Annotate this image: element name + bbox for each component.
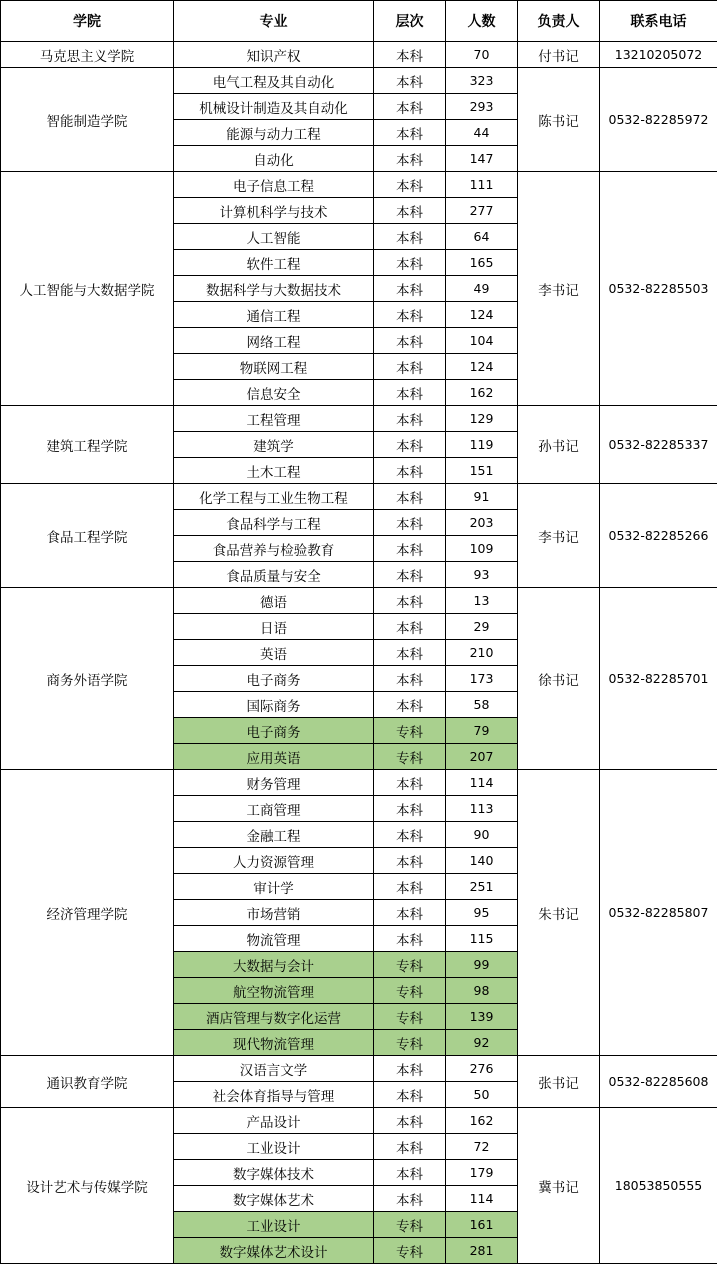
count-cell: 210 xyxy=(446,640,518,666)
count-cell: 276 xyxy=(446,1056,518,1082)
head-cell: 李书记 xyxy=(518,484,600,588)
count-cell: 162 xyxy=(446,380,518,406)
count-cell: 281 xyxy=(446,1238,518,1264)
major-cell: 化学工程与工业生物工程 xyxy=(174,484,374,510)
level-cell: 本科 xyxy=(374,900,446,926)
header-phone: 联系电话 xyxy=(600,1,717,42)
count-cell: 72 xyxy=(446,1134,518,1160)
college-name-cell: 经济管理学院 xyxy=(1,770,174,1056)
major-cell: 工程管理 xyxy=(174,406,374,432)
major-cell: 土木工程 xyxy=(174,458,374,484)
major-cell: 财务管理 xyxy=(174,770,374,796)
head-cell: 孙书记 xyxy=(518,406,600,484)
phone-cell: 0532-82285503 xyxy=(600,172,717,406)
major-cell: 汉语言文学 xyxy=(174,1056,374,1082)
major-cell: 电气工程及其自动化 xyxy=(174,68,374,94)
head-cell: 陈书记 xyxy=(518,68,600,172)
count-cell: 207 xyxy=(446,744,518,770)
major-cell: 国际商务 xyxy=(174,692,374,718)
count-cell: 124 xyxy=(446,302,518,328)
count-cell: 323 xyxy=(446,68,518,94)
count-cell: 165 xyxy=(446,250,518,276)
count-cell: 13 xyxy=(446,588,518,614)
college-name-cell: 人工智能与大数据学院 xyxy=(1,172,174,406)
level-cell: 本科 xyxy=(374,224,446,250)
count-cell: 115 xyxy=(446,926,518,952)
count-cell: 70 xyxy=(446,42,518,68)
phone-cell: 13210205072 xyxy=(600,42,717,68)
major-cell: 德语 xyxy=(174,588,374,614)
level-cell: 本科 xyxy=(374,666,446,692)
count-cell: 79 xyxy=(446,718,518,744)
major-cell: 工业设计 xyxy=(174,1134,374,1160)
level-cell: 本科 xyxy=(374,432,446,458)
count-cell: 151 xyxy=(446,458,518,484)
count-cell: 29 xyxy=(446,614,518,640)
major-cell: 审计学 xyxy=(174,874,374,900)
level-cell: 本科 xyxy=(374,1160,446,1186)
major-cell: 金融工程 xyxy=(174,822,374,848)
level-cell: 本科 xyxy=(374,770,446,796)
major-cell: 日语 xyxy=(174,614,374,640)
level-cell: 专科 xyxy=(374,1238,446,1264)
count-cell: 50 xyxy=(446,1082,518,1108)
major-cell: 建筑学 xyxy=(174,432,374,458)
phone-cell: 0532-82285266 xyxy=(600,484,717,588)
level-cell: 本科 xyxy=(374,484,446,510)
level-cell: 本科 xyxy=(374,510,446,536)
level-cell: 本科 xyxy=(374,406,446,432)
level-cell: 本科 xyxy=(374,302,446,328)
count-cell: 129 xyxy=(446,406,518,432)
count-cell: 58 xyxy=(446,692,518,718)
major-cell: 电子信息工程 xyxy=(174,172,374,198)
count-cell: 99 xyxy=(446,952,518,978)
college-name-cell: 商务外语学院 xyxy=(1,588,174,770)
major-cell: 数字媒体技术 xyxy=(174,1160,374,1186)
major-cell: 信息安全 xyxy=(174,380,374,406)
table-row xyxy=(1,1056,717,1082)
count-cell: 140 xyxy=(446,848,518,874)
phone-cell: 0532-82285701 xyxy=(600,588,717,770)
count-cell: 179 xyxy=(446,1160,518,1186)
table-row xyxy=(1,68,717,94)
level-cell: 本科 xyxy=(374,68,446,94)
major-cell: 市场营销 xyxy=(174,900,374,926)
header-major: 专业 xyxy=(174,1,374,42)
level-cell: 本科 xyxy=(374,380,446,406)
level-cell: 本科 xyxy=(374,640,446,666)
level-cell: 本科 xyxy=(374,1056,446,1082)
head-cell: 李书记 xyxy=(518,172,600,406)
level-cell: 本科 xyxy=(374,276,446,302)
phone-cell: 0532-82285807 xyxy=(600,770,717,1056)
table-row xyxy=(1,42,717,68)
head-cell: 付书记 xyxy=(518,42,600,68)
level-cell: 本科 xyxy=(374,562,446,588)
major-cell: 工商管理 xyxy=(174,796,374,822)
head-cell: 冀书记 xyxy=(518,1108,600,1264)
count-cell: 91 xyxy=(446,484,518,510)
level-cell: 本科 xyxy=(374,822,446,848)
major-cell: 计算机科学与技术 xyxy=(174,198,374,224)
table-row xyxy=(1,770,717,796)
level-cell: 本科 xyxy=(374,874,446,900)
major-cell: 数据科学与大数据技术 xyxy=(174,276,374,302)
level-cell: 本科 xyxy=(374,1186,446,1212)
phone-cell: 0532-82285972 xyxy=(600,68,717,172)
count-cell: 90 xyxy=(446,822,518,848)
count-cell: 119 xyxy=(446,432,518,458)
phone-cell: 18053850555 xyxy=(600,1108,717,1264)
major-cell: 电子商务 xyxy=(174,666,374,692)
level-cell: 本科 xyxy=(374,42,446,68)
phone-cell: 0532-82285337 xyxy=(600,406,717,484)
level-cell: 本科 xyxy=(374,146,446,172)
count-cell: 203 xyxy=(446,510,518,536)
level-cell: 本科 xyxy=(374,614,446,640)
level-cell: 本科 xyxy=(374,94,446,120)
count-cell: 109 xyxy=(446,536,518,562)
table-row xyxy=(1,588,717,614)
major-cell: 人力资源管理 xyxy=(174,848,374,874)
table-row xyxy=(1,484,717,510)
count-cell: 49 xyxy=(446,276,518,302)
level-cell: 专科 xyxy=(374,718,446,744)
count-cell: 139 xyxy=(446,1004,518,1030)
level-cell: 本科 xyxy=(374,536,446,562)
major-cell: 英语 xyxy=(174,640,374,666)
level-cell: 专科 xyxy=(374,978,446,1004)
major-cell: 食品科学与工程 xyxy=(174,510,374,536)
major-cell: 知识产权 xyxy=(174,42,374,68)
major-cell: 大数据与会计 xyxy=(174,952,374,978)
major-cell: 电子商务 xyxy=(174,718,374,744)
table-row xyxy=(1,172,717,198)
table-row xyxy=(1,1108,717,1134)
major-cell: 酒店管理与数字化运营 xyxy=(174,1004,374,1030)
level-cell: 本科 xyxy=(374,250,446,276)
level-cell: 本科 xyxy=(374,458,446,484)
count-cell: 114 xyxy=(446,1186,518,1212)
count-cell: 113 xyxy=(446,796,518,822)
level-cell: 专科 xyxy=(374,744,446,770)
major-cell: 社会体育指导与管理 xyxy=(174,1082,374,1108)
count-cell: 293 xyxy=(446,94,518,120)
count-cell: 251 xyxy=(446,874,518,900)
major-cell: 人工智能 xyxy=(174,224,374,250)
header-college: 学院 xyxy=(1,1,174,42)
college-name-cell: 设计艺术与传媒学院 xyxy=(1,1108,174,1264)
level-cell: 本科 xyxy=(374,692,446,718)
level-cell: 本科 xyxy=(374,120,446,146)
level-cell: 本科 xyxy=(374,172,446,198)
level-cell: 本科 xyxy=(374,1108,446,1134)
major-cell: 食品营养与检验教育 xyxy=(174,536,374,562)
count-cell: 104 xyxy=(446,328,518,354)
level-cell: 专科 xyxy=(374,952,446,978)
college-name-cell: 建筑工程学院 xyxy=(1,406,174,484)
level-cell: 本科 xyxy=(374,1134,446,1160)
level-cell: 本科 xyxy=(374,588,446,614)
major-cell: 数字媒体艺术设计 xyxy=(174,1238,374,1264)
head-cell: 张书记 xyxy=(518,1056,600,1108)
count-cell: 173 xyxy=(446,666,518,692)
major-cell: 软件工程 xyxy=(174,250,374,276)
level-cell: 本科 xyxy=(374,354,446,380)
table-body xyxy=(1,42,717,1264)
count-cell: 92 xyxy=(446,1030,518,1056)
level-cell: 本科 xyxy=(374,328,446,354)
major-cell: 机械设计制造及其自动化 xyxy=(174,94,374,120)
level-cell: 本科 xyxy=(374,848,446,874)
count-cell: 64 xyxy=(446,224,518,250)
major-cell: 食品质量与安全 xyxy=(174,562,374,588)
level-cell: 本科 xyxy=(374,926,446,952)
count-cell: 161 xyxy=(446,1212,518,1238)
count-cell: 95 xyxy=(446,900,518,926)
major-cell: 数字媒体艺术 xyxy=(174,1186,374,1212)
major-cell: 自动化 xyxy=(174,146,374,172)
level-cell: 本科 xyxy=(374,198,446,224)
count-cell: 114 xyxy=(446,770,518,796)
major-cell: 能源与动力工程 xyxy=(174,120,374,146)
header-level: 层次 xyxy=(374,1,446,42)
major-cell: 物流管理 xyxy=(174,926,374,952)
college-name-cell: 马克思主义学院 xyxy=(1,42,174,68)
major-cell: 物联网工程 xyxy=(174,354,374,380)
header-count: 人数 xyxy=(446,1,518,42)
major-cell: 航空物流管理 xyxy=(174,978,374,1004)
header-row xyxy=(1,1,717,42)
college-name-cell: 通识教育学院 xyxy=(1,1056,174,1108)
count-cell: 124 xyxy=(446,354,518,380)
phone-cell: 0532-82285608 xyxy=(600,1056,717,1108)
level-cell: 本科 xyxy=(374,1082,446,1108)
head-cell: 徐书记 xyxy=(518,588,600,770)
major-cell: 通信工程 xyxy=(174,302,374,328)
table-row xyxy=(1,406,717,432)
major-cell: 现代物流管理 xyxy=(174,1030,374,1056)
header-head: 负责人 xyxy=(518,1,600,42)
college-name-cell: 食品工程学院 xyxy=(1,484,174,588)
college-name-cell: 智能制造学院 xyxy=(1,68,174,172)
count-cell: 44 xyxy=(446,120,518,146)
count-cell: 162 xyxy=(446,1108,518,1134)
level-cell: 专科 xyxy=(374,1212,446,1238)
count-cell: 111 xyxy=(446,172,518,198)
major-cell: 应用英语 xyxy=(174,744,374,770)
major-cell: 网络工程 xyxy=(174,328,374,354)
count-cell: 277 xyxy=(446,198,518,224)
level-cell: 专科 xyxy=(374,1004,446,1030)
count-cell: 93 xyxy=(446,562,518,588)
count-cell: 147 xyxy=(446,146,518,172)
major-cell: 工业设计 xyxy=(174,1212,374,1238)
level-cell: 专科 xyxy=(374,1030,446,1056)
level-cell: 本科 xyxy=(374,796,446,822)
head-cell: 朱书记 xyxy=(518,770,600,1056)
major-cell: 产品设计 xyxy=(174,1108,374,1134)
count-cell: 98 xyxy=(446,978,518,1004)
